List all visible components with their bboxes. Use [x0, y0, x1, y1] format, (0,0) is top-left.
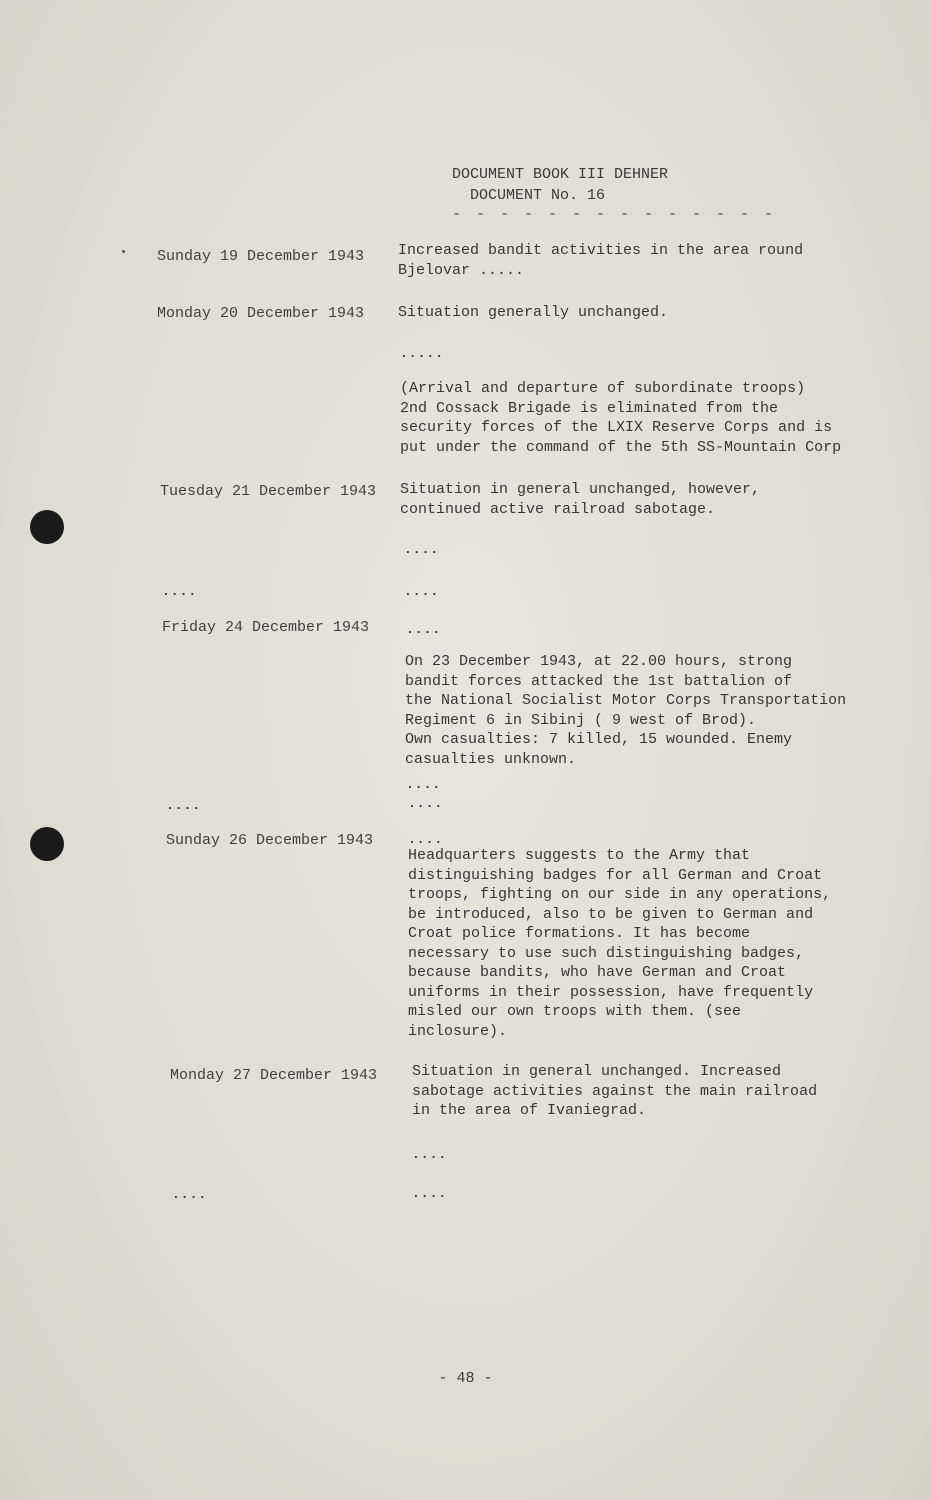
ellipsis-marker: ....: [406, 777, 442, 792]
entry-date: Sunday 26 December 1943: [166, 832, 374, 849]
ellipsis-marker: ....: [408, 796, 444, 811]
ellipsis-marker: ....: [412, 1186, 448, 1201]
margin-mark: [122, 250, 125, 253]
header-rule: - - - - - - - - - - - - - -: [452, 206, 777, 223]
entry-text: (Arrival and departure of subordinate troops) 2nd Cossack Brigade is eliminated from the security forces of the LXIX Reserve Corps and is put under the command of the 5th SS-Mountain Corp: [400, 380, 842, 456]
punch-hole-bottom: [30, 827, 64, 861]
entry-date: Monday 20 December 1943: [157, 305, 365, 322]
header-line-2: DOCUMENT No. 16: [470, 187, 606, 204]
ellipsis-marker: ....: [412, 1147, 448, 1162]
entry-date: Sunday 19 December 1943: [157, 248, 365, 265]
ellipsis-marker: ....: [406, 622, 442, 637]
entry-text: Situation in general unchanged, however, continued active railroad sabotage.: [400, 481, 761, 518]
entry-text: Situation generally unchanged.: [398, 304, 669, 321]
entry-date: Tuesday 21 December 1943: [160, 483, 377, 500]
punch-hole-top: [30, 510, 64, 544]
ellipsis-marker: ....: [172, 1187, 208, 1202]
entry-text: Situation in general unchanged. Increased sabotage activities against the main railroad in the area of Ivaniegrad.: [412, 1063, 818, 1119]
ellipsis-marker: ....: [166, 798, 202, 813]
page-number: - 48 -: [438, 1370, 493, 1387]
entry-text: On 23 December 1943, at 22.00 hours, strong bandit forces attacked the 1st battalion of the National Socialist Motor Corps Transportation Regiment 6 in Sibinj ( 9 west of Brod). Own casualties: 7 killed, 15 wounded. Enemy casualties unknown.: [405, 653, 847, 768]
entry-date: Friday 24 December 1943: [162, 619, 370, 636]
ellipsis-marker: ....: [408, 832, 444, 847]
header-line-1: DOCUMENT BOOK III DEHNER: [452, 166, 669, 183]
ellipsis-marker: .....: [400, 346, 445, 361]
entry-text: Increased bandit activities in the area round Bjelovar .....: [398, 242, 804, 279]
ellipsis-marker: ....: [162, 584, 198, 599]
entry-text: Headquarters suggests to the Army that distinguishing badges for all German and Croat troops, fighting on our side in any operations, be introduced, also to be given to German and Croat police formations. It has become necessary to use such distinguishing badges, because bandits, who have German and Croat uniforms in their possession, have frequently misled our own troops with them. (see inclosure).: [408, 847, 832, 1040]
ellipsis-marker: ....: [404, 542, 440, 557]
entry-date: Monday 27 December 1943: [170, 1067, 378, 1084]
ellipsis-marker: ....: [404, 584, 440, 599]
